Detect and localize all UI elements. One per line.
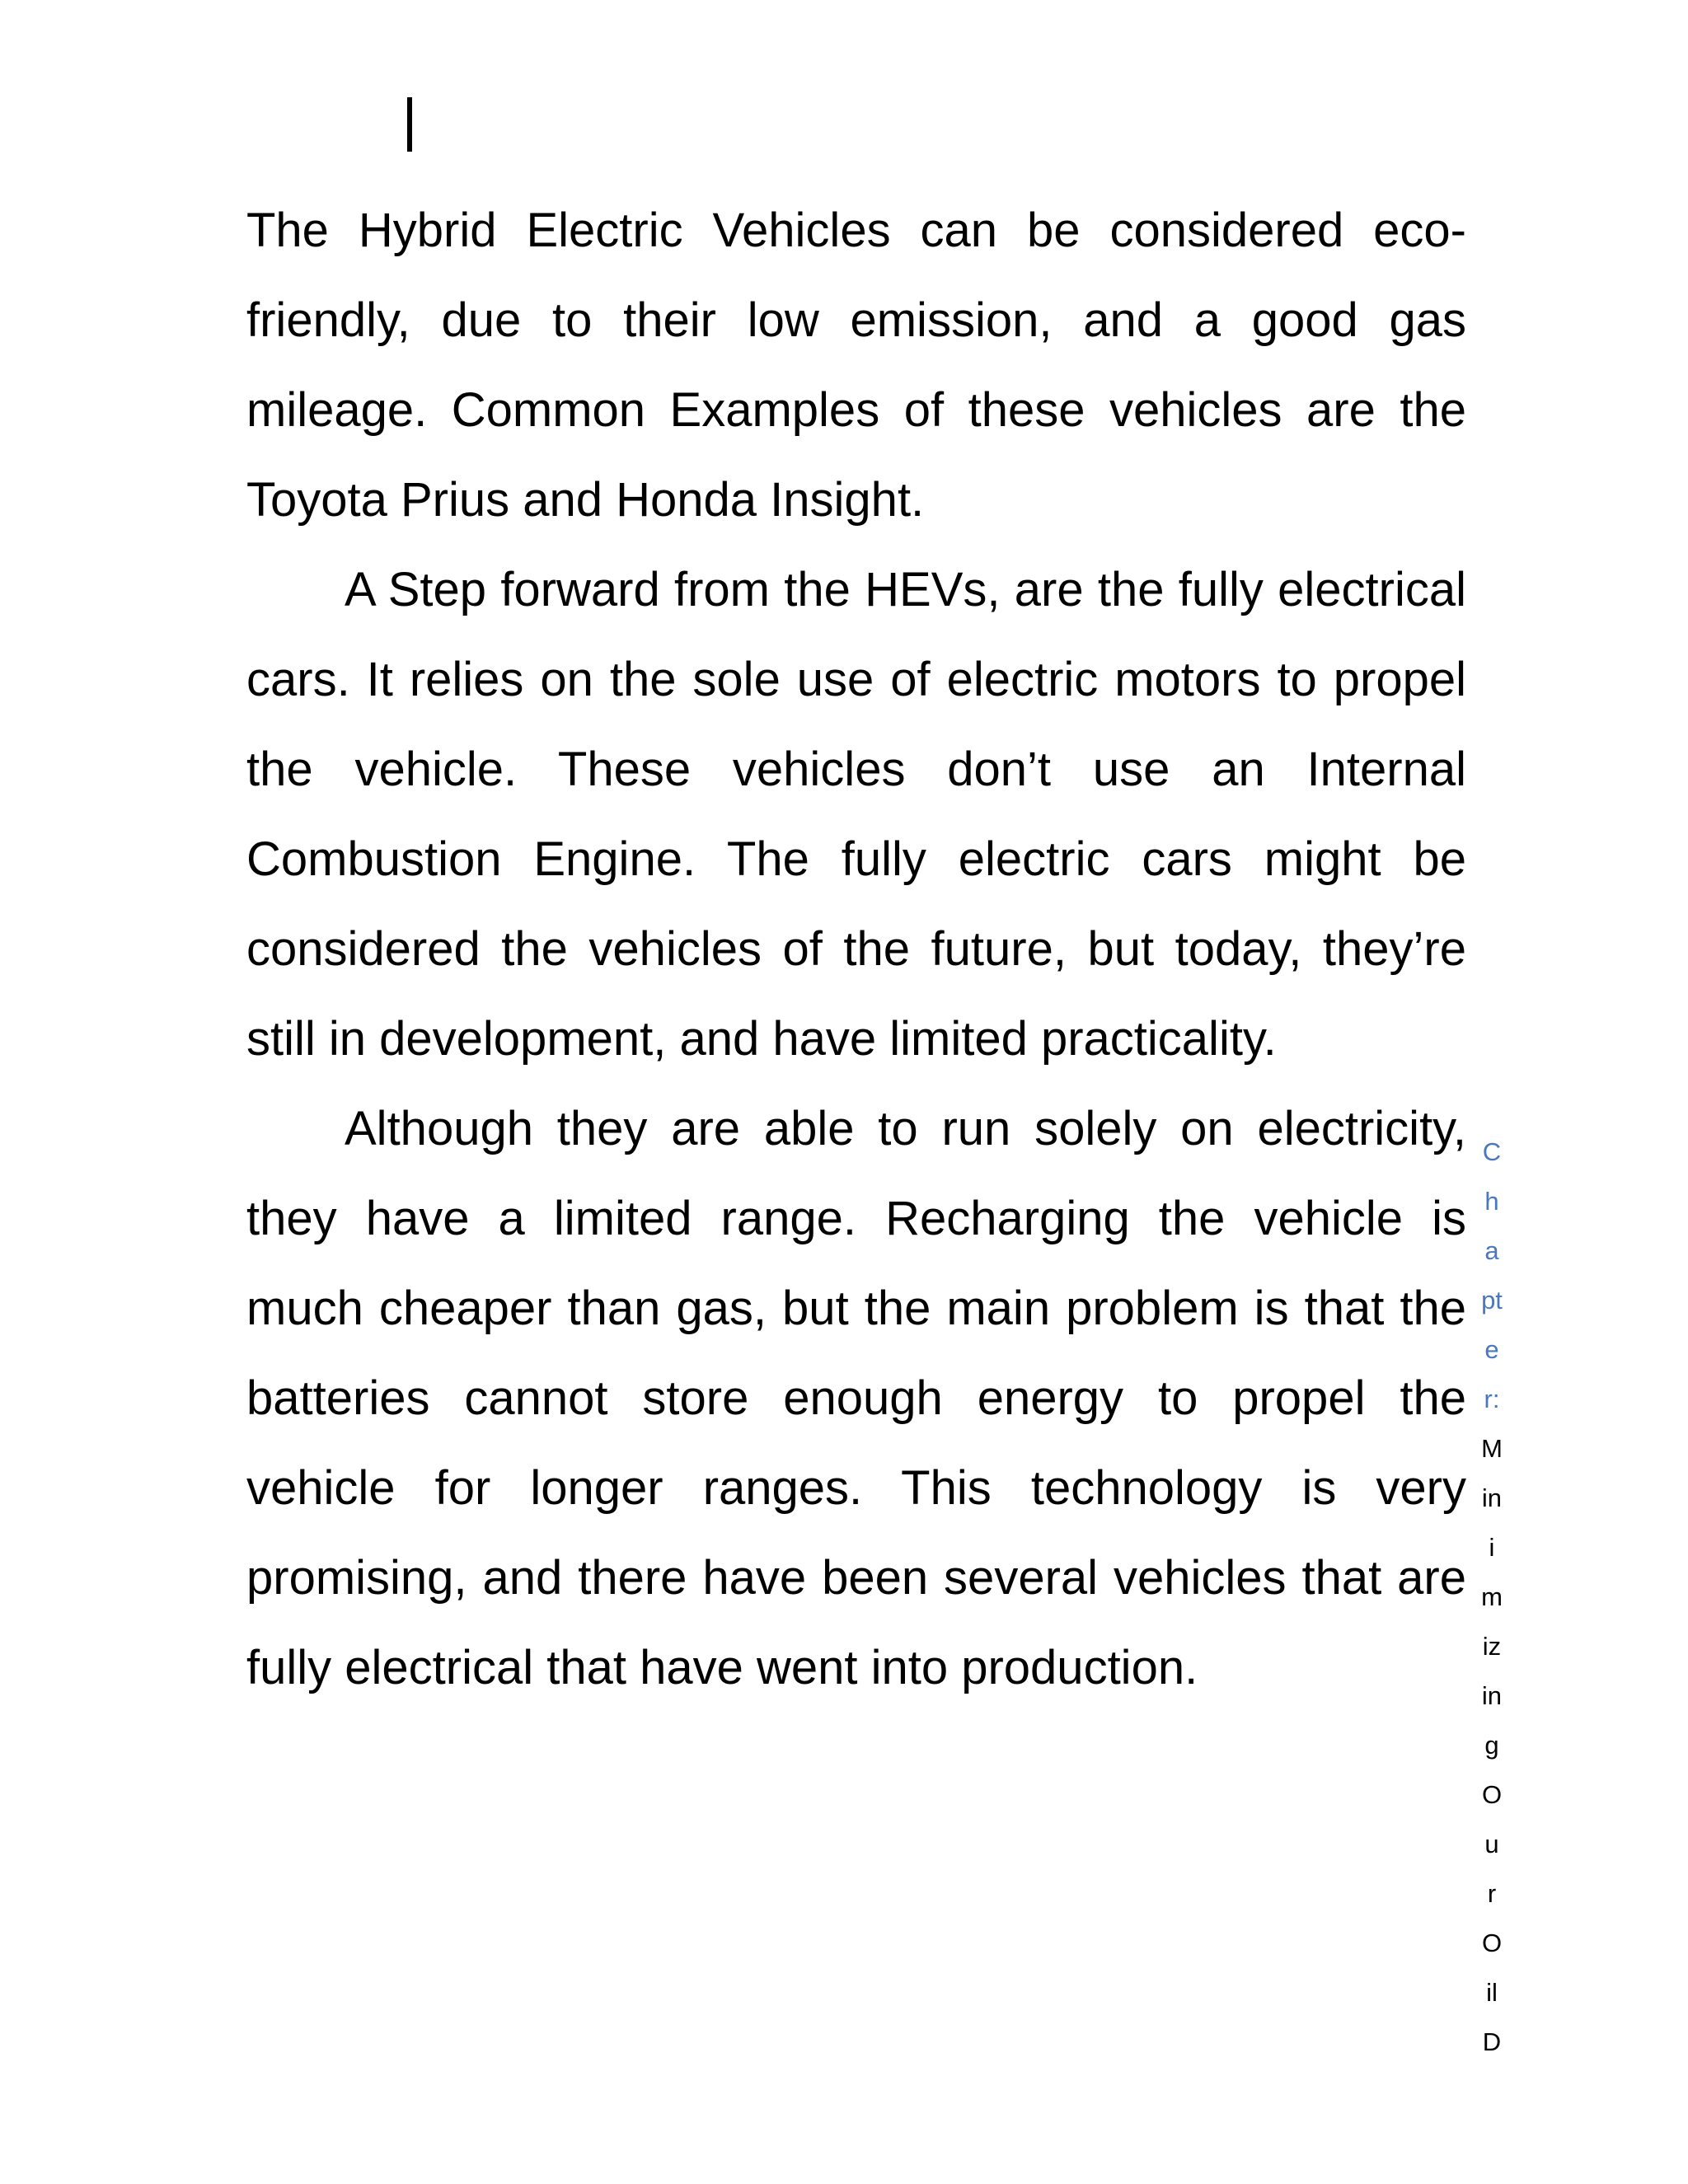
margin-note-fragment: in (1481, 1681, 1503, 1710)
paragraph-hybrid-vehicles: The Hybrid Electric Vehicles can be considered eco-friendly, due to their low emission, and a good gas mileage. Common Examples of these vehicles are the Toyota Prius and Honda Insight. (246, 204, 1466, 527)
margin-note-fragment: O (1481, 1780, 1503, 1809)
margin-note-fragment: M (1481, 1434, 1503, 1463)
margin-note-fragment: O (1481, 1929, 1503, 1957)
margin-note-fragment: h (1484, 1187, 1499, 1216)
margin-note-fragment: g (1484, 1731, 1499, 1760)
margin-note-fragment: m (1481, 1582, 1503, 1611)
margin-note-fragment: a (1484, 1236, 1499, 1265)
margin-note-fragment: iz (1482, 1632, 1502, 1661)
margin-chapter-note (1475, 1127, 1508, 2067)
margin-note-fragment: i (1489, 1533, 1495, 1562)
margin-note-fragment: C (1482, 1137, 1502, 1166)
document-body[interactable] (246, 185, 1466, 1713)
margin-note-fragment: r (1487, 1879, 1497, 1908)
paragraph-electric-cars: A Step forward from the HEVs, are the fully electrical cars. It relies on the sole use of electric motors to propel the vehicle. These vehicles don’t use an Internal Combustion Engine. The fully electric cars might be considered the vehicles of the future, but today, they’re still in development, and have limited practicality. (246, 563, 1466, 1066)
text-cursor (407, 97, 412, 152)
margin-note-fragment: in (1481, 1483, 1503, 1512)
paragraph-range-limitations: Although they are able to run solely on electricity, they have a limited range. Recharging the vehicle is much cheaper than gas, but the main problem is that the batteries cannot store enough energy to propel the vehicle for longer ranges. This technology is very promising, and there have been several vehicles that are fully electrical that have went into production. (246, 1102, 1466, 1694)
margin-note-fragment: u (1484, 1830, 1499, 1858)
margin-note-fragment: D (1482, 2027, 1502, 2056)
margin-note-fragment: e (1484, 1335, 1499, 1364)
margin-note-fragment: il (1486, 1978, 1498, 2007)
margin-note-fragment: pt (1481, 1286, 1503, 1315)
margin-note-fragment: r: (1484, 1385, 1500, 1413)
